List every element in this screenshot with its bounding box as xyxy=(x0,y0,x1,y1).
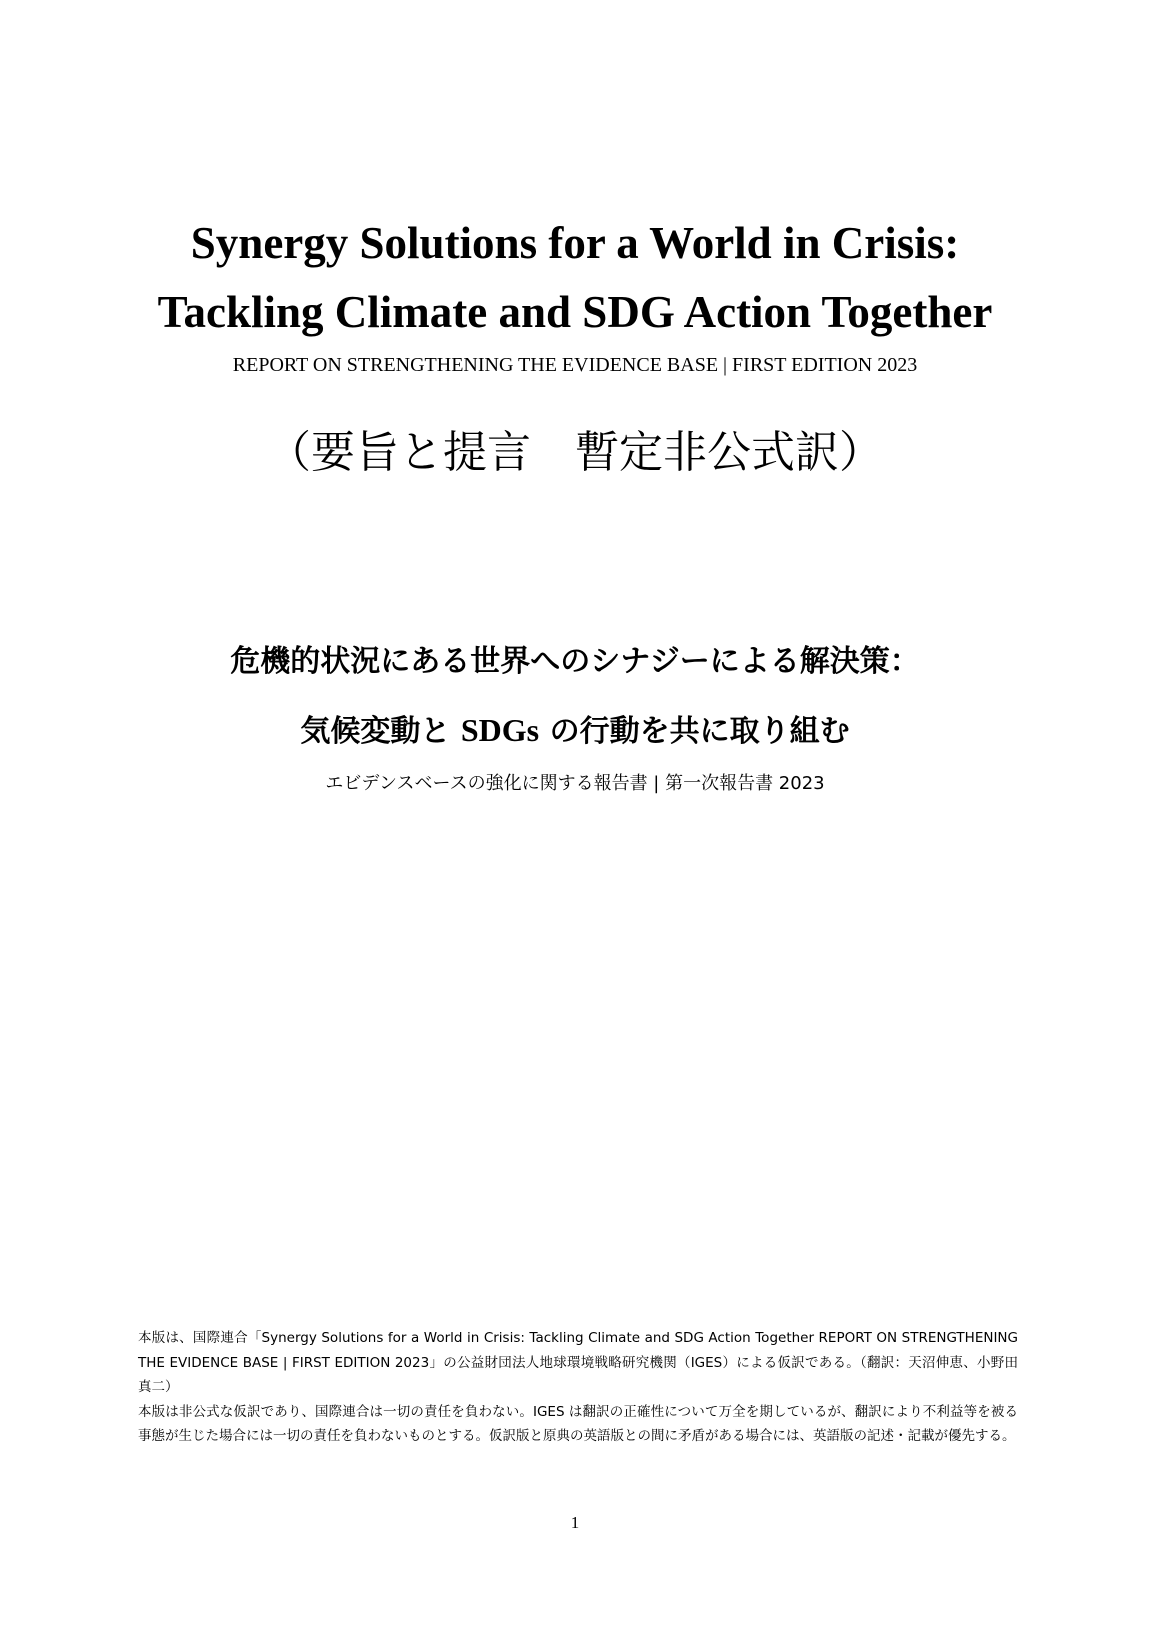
title-jp-line2-post: の行動を共に取り組む xyxy=(539,714,850,749)
title-jp-line1: 危機的状況にある世界へのシナジーによる解決策： xyxy=(230,644,920,679)
page-number: 1 xyxy=(570,1513,580,1532)
subtitle-en: REPORT ON STRENGTHENING THE EVIDENCE BASE | FIRST EDITION 2023 xyxy=(232,354,918,376)
disclaimer-paragraph-1: 本版は、国際連合「Synergy Solutions for a World in Crisis: Tackling Climate and SDG Action Together REPORT ON STRENGTHENING THE EVIDENCE BASE | FIRST EDITION 2023」の公益財団法人地球環境戦略研究機関（IGES）による仮訳である。（翻訳：天沼伸恵、小野田真二） xyxy=(138,1330,1018,1395)
title-en-line1: Synergy Solutions for a World in Crisis: xyxy=(190,218,960,268)
heading-jp: （要旨と提言 暫定非公式訳） xyxy=(267,427,883,478)
title-jp-line2-pre: 気候変動と xyxy=(300,714,461,749)
title-jp-line2 xyxy=(0,710,1150,752)
title-jp-line2-sdgs: SDGs xyxy=(460,712,540,748)
disclaimer-paragraph-2: 本版は非公式な仮訳であり、国際連合は一切の責任を負わない。IGES は翻訳の正確性について万全を期しているが、翻訳により不利益等を被る事態が生じた場合には一切の責任を負わないものとする。仮訳版と原典の英語版との間に矛盾がある場合には、英語版の記述・記載が優先する。 xyxy=(138,1403,1018,1444)
disclaimer xyxy=(138,1326,1018,1449)
subtitle-jp: エビデンスベースの強化に関する報告書 | 第一次報告書 2023 xyxy=(325,773,825,794)
title-en-line2: Tackling Climate and SDG Action Together xyxy=(157,287,993,337)
